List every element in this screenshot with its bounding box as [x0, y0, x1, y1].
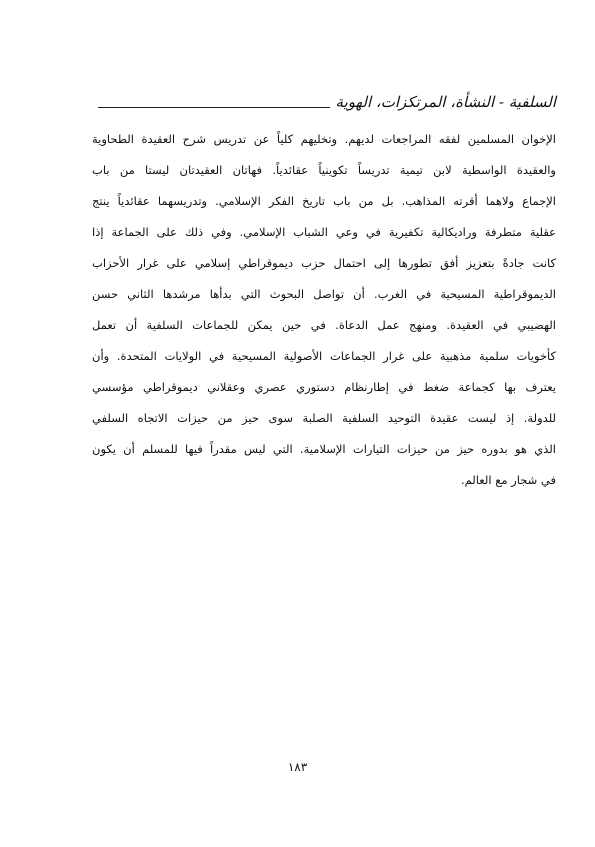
text-line: الديموقراطية المسيحية في الغرب. أن تواصل البحوث التي بدأها مرشدها الثاني حسن: [92, 287, 556, 301]
page-number: ١٨٣: [287, 760, 308, 774]
text-line: والعقيدة الواسطية لابن تيمية تدريساً تكوينياً عقائدياً. فهاتان العقيدتان ليستا من باب: [92, 163, 556, 177]
text-line: الإجماع ولاهما أقرته المذاهب. بل من باب تاريخ الفكر الإسلامي. وتدريسهما عقائدياً ينتج: [92, 194, 556, 208]
text-line: كأخويات سلمية مذهبية على غرار الجماعات الأصولية المسيحية في الولايات المتحدة. وأن: [92, 349, 556, 363]
text-line: الذي هو بدوره حيز من حيزات التيارات الإسلامية. التي ليس مقدراً فيها للمسلم أن يكون: [92, 442, 556, 456]
text-line: الإخوان المسلمين لفقه المراجعات لديهم. وتخليهم كلياً عن تدريس شرح العقيدة الطحاوية: [92, 132, 556, 146]
text-line: عقلية متطرفة وراديكالية تكفيرية في وعي الشباب الإسلامي. وفي ذلك على الجماعة إذا: [92, 225, 556, 239]
running-title: السلفية - النشأة، المرتكزات، الهوية: [335, 93, 556, 111]
text-line: الهضيبي في العقيدة. ومنهج عمل الدعاة. في حين يمكن للجماعات السلفية أن تعمل: [92, 318, 556, 332]
text-line: للدولة. إذ ليست عقيدة التوحيد السلفية الصلبة سوى حيز من حيزات الاتجاه السلفي: [92, 411, 556, 425]
running-header: [98, 84, 556, 112]
body-paragraph: [92, 124, 556, 496]
text-line: كانت جادةً بتعزيز أفق تطورها إلى احتمال حزب ديموقراطي إسلامي على غرار الأحزاب: [92, 256, 556, 270]
text-line: يعترف بها كجماعة ضغط في إطارنظام دستوري عصري وعقلاني ديموقراطي مؤسسي: [92, 380, 556, 394]
header-rule: [98, 107, 330, 108]
text-line: في شجار مع العالم.: [460, 473, 556, 487]
